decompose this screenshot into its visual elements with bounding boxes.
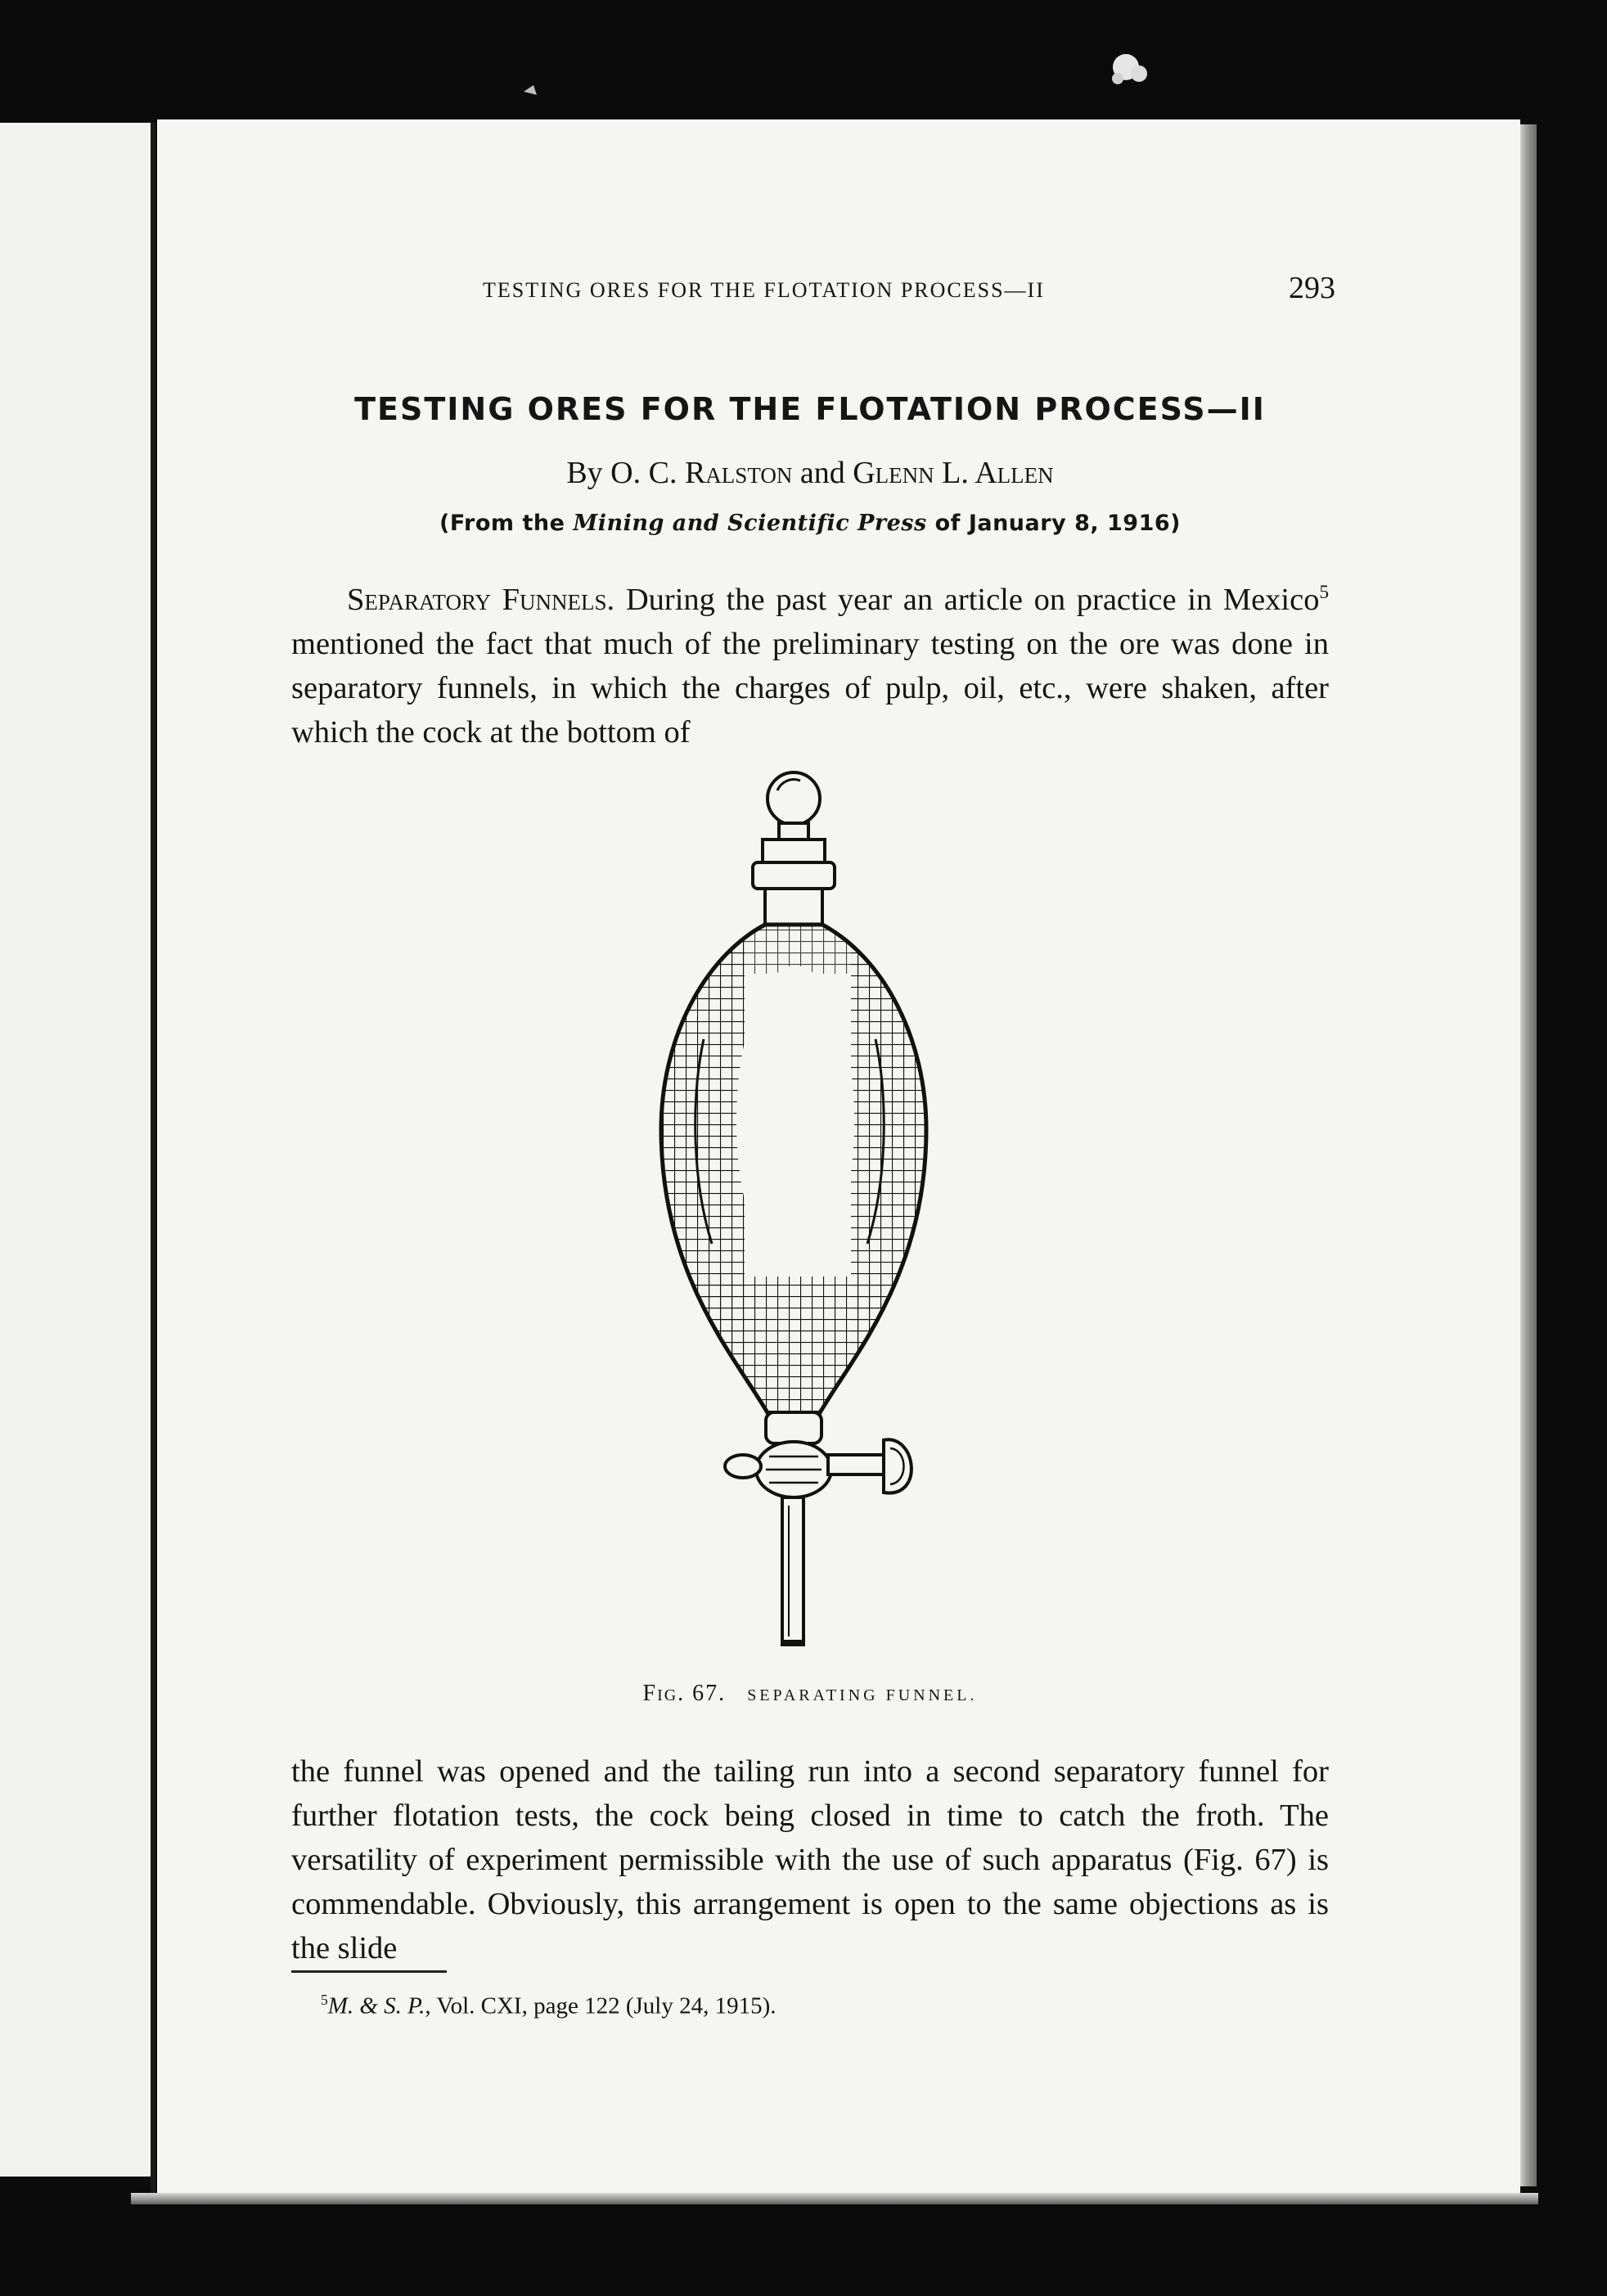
body-paragraph xyxy=(291,569,1329,754)
author-name: O. C. Ralston xyxy=(610,456,793,490)
gutter-shadow xyxy=(151,123,155,2193)
footnote-ref: 5 xyxy=(1319,581,1329,602)
footnote-text: , Vol. CXI, page 122 (July 24, 1915). xyxy=(425,1992,776,2019)
body-paragraph: the funnel was opened and the tailing run into a second separatory funnel for further flotation tests, the cock being closed in time to catch the froth. The versatility of experiment permissible with the use of such apparatus (Fig. 67) is commendable. Obviously, this arrangement is open to the same objections as is the slide xyxy=(291,1754,1329,1965)
figure-caption xyxy=(291,1681,1329,1707)
footnote xyxy=(321,1992,1139,2020)
page-bottom-edge xyxy=(131,2193,1538,2204)
separatory-funnel-illustration xyxy=(605,769,982,1653)
source-note xyxy=(291,511,1329,536)
footnote-rule xyxy=(291,1970,447,1973)
figure-title: SEPARATING FUNNEL. xyxy=(747,1686,978,1704)
running-head: TESTING ORES FOR THE FLOTATION PROCESS—II xyxy=(483,278,1045,302)
byline-prefix: By xyxy=(566,456,603,490)
page-edge xyxy=(1520,124,1537,2186)
author-name: Glenn L. Allen xyxy=(853,456,1054,490)
source-date: of January 8, 1916) xyxy=(934,511,1181,536)
page-number: 293 xyxy=(1289,271,1335,305)
byline-conjunction: and xyxy=(799,456,845,490)
paragraph-text: mentioned the fact that much of the preliminary testing on the ore was done in separatory funnels, in which the charges of pulp, oil, etc., were shaken, after which the cock at the bottom of xyxy=(291,626,1329,750)
facing-page-strip xyxy=(0,123,152,2177)
figure-label: Fig. 67. xyxy=(642,1681,727,1706)
paragraph-heading: Separatory Funnels. xyxy=(347,582,615,617)
source-publication: Mining and Scientific Press xyxy=(573,511,927,536)
source-open: (From the xyxy=(439,511,565,536)
footnote-number: 5 xyxy=(321,1992,328,2008)
byline xyxy=(291,455,1329,491)
paragraph-text: During the past year an article on practice in Mexico xyxy=(625,582,1320,617)
footnote-abbrev: M. & S. P. xyxy=(327,1992,425,2019)
article-title: TESTING ORES FOR THE FLOTATION PROCESS—II xyxy=(354,391,1266,427)
